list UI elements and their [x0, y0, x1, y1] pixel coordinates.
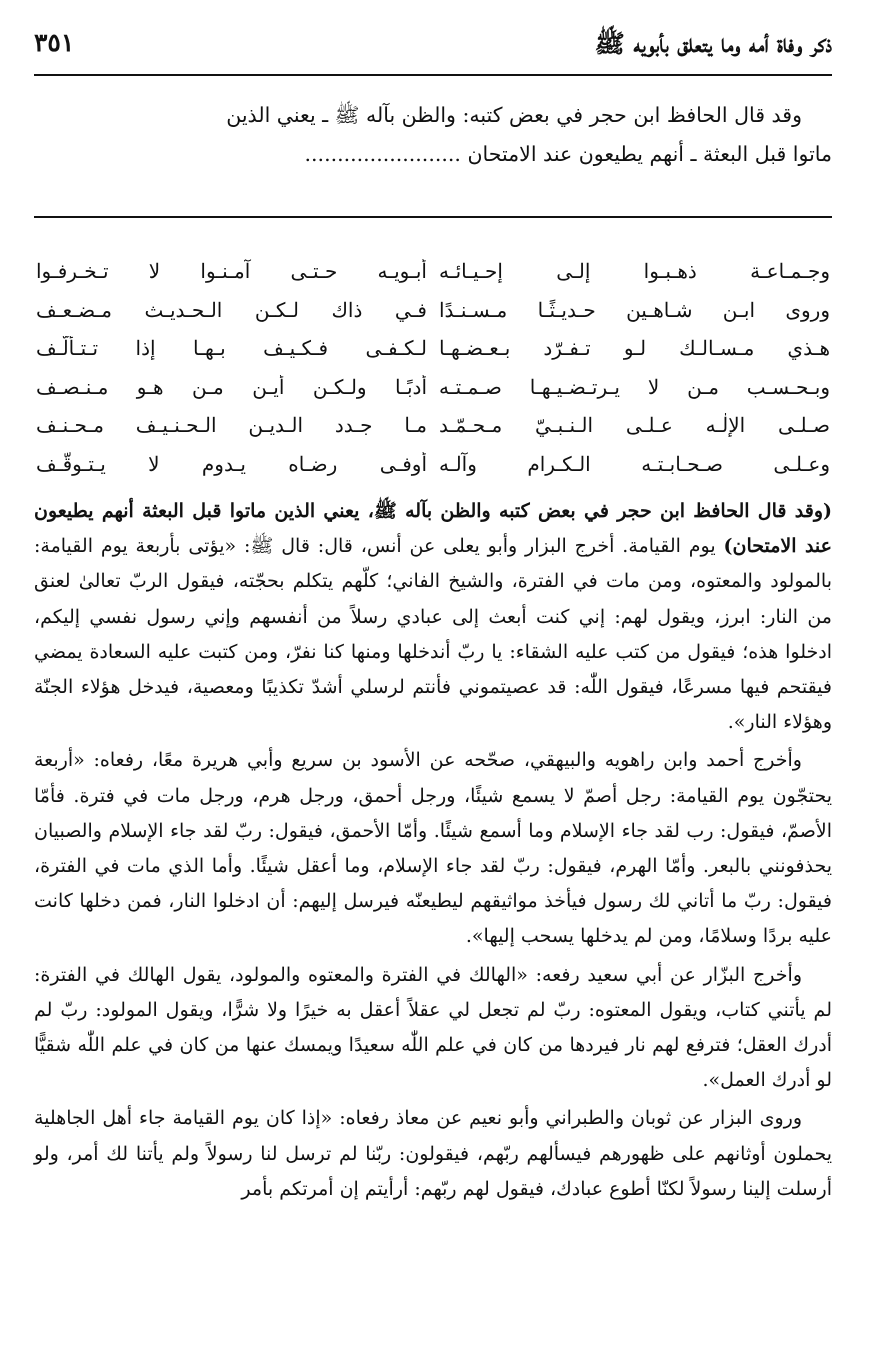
poem-hemistich-second: أدبًـا ولـكـن أيـن مـن هـو مـنـصـف: [36, 374, 427, 399]
poem-hemistich-second: أوفـى رضـاه يـدوم لا يـتـوقّـف: [36, 451, 427, 476]
quoted-matn: (وقد قال الحافظ ابن حجر في بعض كتبه والظن بآله ﷺ، يعني الذين ماتوا قبل البعثة أنهم يطيعون عند الامتحان): [34, 500, 833, 558]
poem-hemistich-first: وجـمـاعـة ذهـبـوا إلـى إحـيـائـه: [439, 259, 830, 284]
poem-hemistich-first: وروى ابـن شـاهـين حـديـثًـا مـسـنـدًا: [439, 297, 830, 322]
poem-hemistich-second: مـا جـدد الـديـن الـحـنـيـف مـحـنـف: [36, 413, 427, 438]
matn-dots: ........................: [304, 142, 461, 166]
poem-verse: [34, 445, 832, 484]
book-page: [34, 0, 832, 1359]
poem-hemistich-second: فـي ذاك لـكـن الـحـديـث مـضـعـف: [36, 297, 427, 322]
page-header: [34, 22, 832, 76]
poem-verse: [34, 329, 832, 368]
poem-verse: [34, 252, 832, 291]
commentary: [34, 494, 832, 1209]
commentary-paragraph-1: [34, 494, 832, 740]
matn-line-1: وقد قال الحافظ ابن حجر في بعض كتبه: والظن بآله ﷺ ـ يعني الذين: [226, 103, 802, 127]
running-title: ذكر وفاة أمه وما يتعلق بأبويه ﷺ: [594, 29, 832, 58]
commentary-paragraph-3: وأخرج البزّار عن أبي سعيد رفعه: «الهالك في الفترة والمعتوه والمولود، يقول الهالك في الفترة: لم يأتني كتاب، ويقول المعتوه: ربّ لم تجعل لي عقلاً أعقل به خيرًا ولا شرًّا، ويقول المولود: ربّ لم أدرك العقل؛ فترفع لهم نار فيردها من كان في علم اللّٰه سعيدًا ويمسك عنها من كان في علم اللّٰه شقيًّا لو أدرك العمل».: [34, 963, 832, 1092]
poem-hemistich-first: وعـلـى صـحـابـتـه الـكـرام وآلـه: [439, 451, 830, 476]
poem-hemistich-first: صـلـى الإلٰـه عـلـى الـنـبـيّ مـحـمّـد: [439, 413, 830, 438]
commentary-paragraph-4: وروى البزار عن ثوبان والطبراني وأبو نعيم عن معاذ رفعاه: «إذا كان يوم القيامة جاء أهل الجاهلية يحملون أوثانهم على ظهورهم فيسألهم ربّهم، فيقولون: ربّنا لم ترسل لنا رسولاً ولم يأتنا لك أمر، ولو أرسلت إلينا رسولاً لكنّا أطوع عبادك، فيقول لهم ربّهم: أرأيتم إن أمرتكم بأمر: [34, 1107, 832, 1200]
poem: [34, 252, 832, 483]
poem-verse: [34, 406, 832, 445]
paragraph-text: يوم القيامة. أخرج البزار وأبو يعلى عن أنس، قال: قال ﷺ: «يؤتى بأربعة يوم القيامة: بالمولود والمعتوه، ومن مات في الفترة، والشيخ الفاني؛ كلّهم يتكلم بحجّته، فيقول الربّ تعالىٰ لعنق من النار: ابرز، ويقول لهم: إني كنت أبعث إلى عبادي رسلاً من أنفسهم وإني رسول نفسي إليكم، ادخلوا هذه؛ فيقول من كتب عليه الشقاء: يا ربّ أندخلها ومنها كنا نفرّ، ومن كتبت عليه السعادة يمضي فيقتحم فيها مسرعًا، فيقول اللّٰه: قد عصيتموني فأنتم لرسلي أشدّ تكذيبًا ومعصية، فيدخل هؤلاء الجنّة وهؤلاء النار».: [34, 535, 832, 734]
section-separator: [34, 216, 832, 218]
poem-hemistich-second: لـكـفـى فـكـيـف بـهـا إذا تـتـألّـف: [36, 336, 427, 361]
poem-hemistich-first: هـذي مـسـالـك لـو تـفـرّد بـعـضـهـا: [439, 336, 830, 361]
commentary-paragraph-2: وأخرج أحمد وابن راهويه والبيهقي، صحّحه عن الأسود بن سريع وأبي هريرة معًا، رفعاه: «أربعة يحتجّون يوم القيامة: رجل أصمّ لا يسمع شيئًا، ورجل أحمق، ورجل هرم، ورجل مات في فترة. فأمّا الأصمّ، فيقول: رب لقد جاء الإسلام وما أسمع شيئًا. وأمّا الأحمق، فيقول: ربّ لقد جاء الإسلام والصبيان يحذفونني بالبعر. وأمّا الهرم، فيقول: ربّ لقد جاء الإسلام، وما أعقل شيئًا. وأما الذي مات في الفترة، فيقول: ربّ ما أتاني لك رسول فيأخذ مواثيقهم ليطيعنّه فيرسل إليهم: أن ادخلوا النار، فمن دخلها كانت عليه بردًا وسلامًا، ومن لم يدخلها يسحب إليها».: [34, 749, 832, 948]
poem-hemistich-first: وبـحـسـب مـن لا يـرتـضـيـهـا صـمـتـه: [439, 374, 830, 399]
matn-line-2-text: ماتوا قبل البعثة ـ أنهم يطيعون عند الامتحان: [467, 142, 832, 166]
poem-verse: [34, 291, 832, 330]
matn-line-2: [34, 135, 832, 174]
matn-text: [34, 96, 832, 174]
poem-verse: [34, 368, 832, 407]
page-number: ٣٥١: [34, 28, 75, 57]
poem-hemistich-second: أبـويـه حـتـى آمـنـوا لا تـخـرفـوا: [36, 259, 427, 284]
